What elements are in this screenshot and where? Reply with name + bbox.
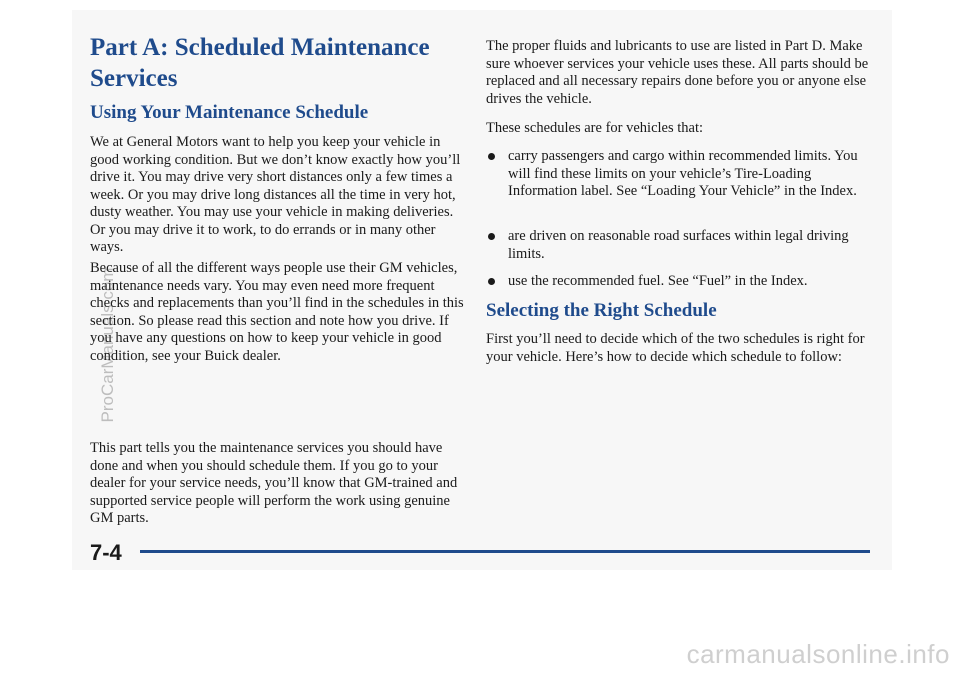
- bullet-list-1: [486, 148, 876, 201]
- page-number: 7-4: [90, 540, 122, 565]
- paragraph-1: We at General Motors want to help you keep your vehicle in good working condition. But we don’t know exactly how you’ll drive it. You may drive very short distances only a few times a week. Or you may drive long distances all the time in very hot, dusty weather. You may use your vehicle in making deliveries. Or you may drive it to work, to do errands or in many other ways.: [90, 134, 461, 255]
- section-heading-selecting-schedule: Selecting the Right Schedule: [486, 300, 717, 321]
- paragraph-2: Because of all the different ways people use their GM vehicles, maintenance needs vary. You may even need more frequent checks and replacements than you’ll find in the schedules in this section. So please read this section and note how you drive. If you have any questions on how to keep your vehicle in good condition, see your Buick dealer.: [90, 260, 464, 364]
- bullet-list-2: [486, 228, 876, 263]
- paragraph-3: This part tells you the maintenance services you should have done and when you should schedule them. If you go to your dealer for your service needs, you’ll know that GM-trained and supported service people will perform the work using genuine GM parts.: [90, 440, 458, 526]
- schedules-lead: These schedules are for vehicles that:: [486, 120, 704, 136]
- section-heading-using-schedule: Using Your Maintenance Schedule: [90, 102, 369, 123]
- page-footer: [90, 540, 870, 565]
- bullet-icon: [488, 153, 495, 160]
- page-title: Part A: Scheduled Maintenance Services: [90, 34, 430, 92]
- fluids-paragraph: The proper fluids and lubricants to use are listed in Part D. Make sure whoever services your vehicle uses these. All parts should be replaced and all necessary repairs done before you or anyone else drives the vehicle.: [486, 38, 869, 107]
- site-watermark: carmanualsonline.info: [686, 639, 950, 669]
- list-item: are driven on reasonable road surfaces within legal driving limits.: [486, 228, 876, 263]
- bullet-icon: [488, 233, 495, 240]
- closing-paragraph: First you’ll need to decide which of the two schedules is right for your vehicle. Here’s how to decide which schedule to follow:: [486, 331, 865, 365]
- footer-rule: [140, 550, 870, 553]
- manual-page: [72, 10, 892, 570]
- list-item: carry passengers and cargo within recommended limits. You will find these limits on your vehicle’s Tire-Loading Information label. See “Loading Your Vehicle” in the Index.: [486, 148, 876, 201]
- list-item: use the recommended fuel. See “Fuel” in the Index.: [486, 273, 876, 291]
- bullet-list-3: [486, 273, 876, 291]
- bullet-icon: [488, 278, 495, 285]
- vertical-watermark: ProCarManuals.com: [98, 267, 117, 423]
